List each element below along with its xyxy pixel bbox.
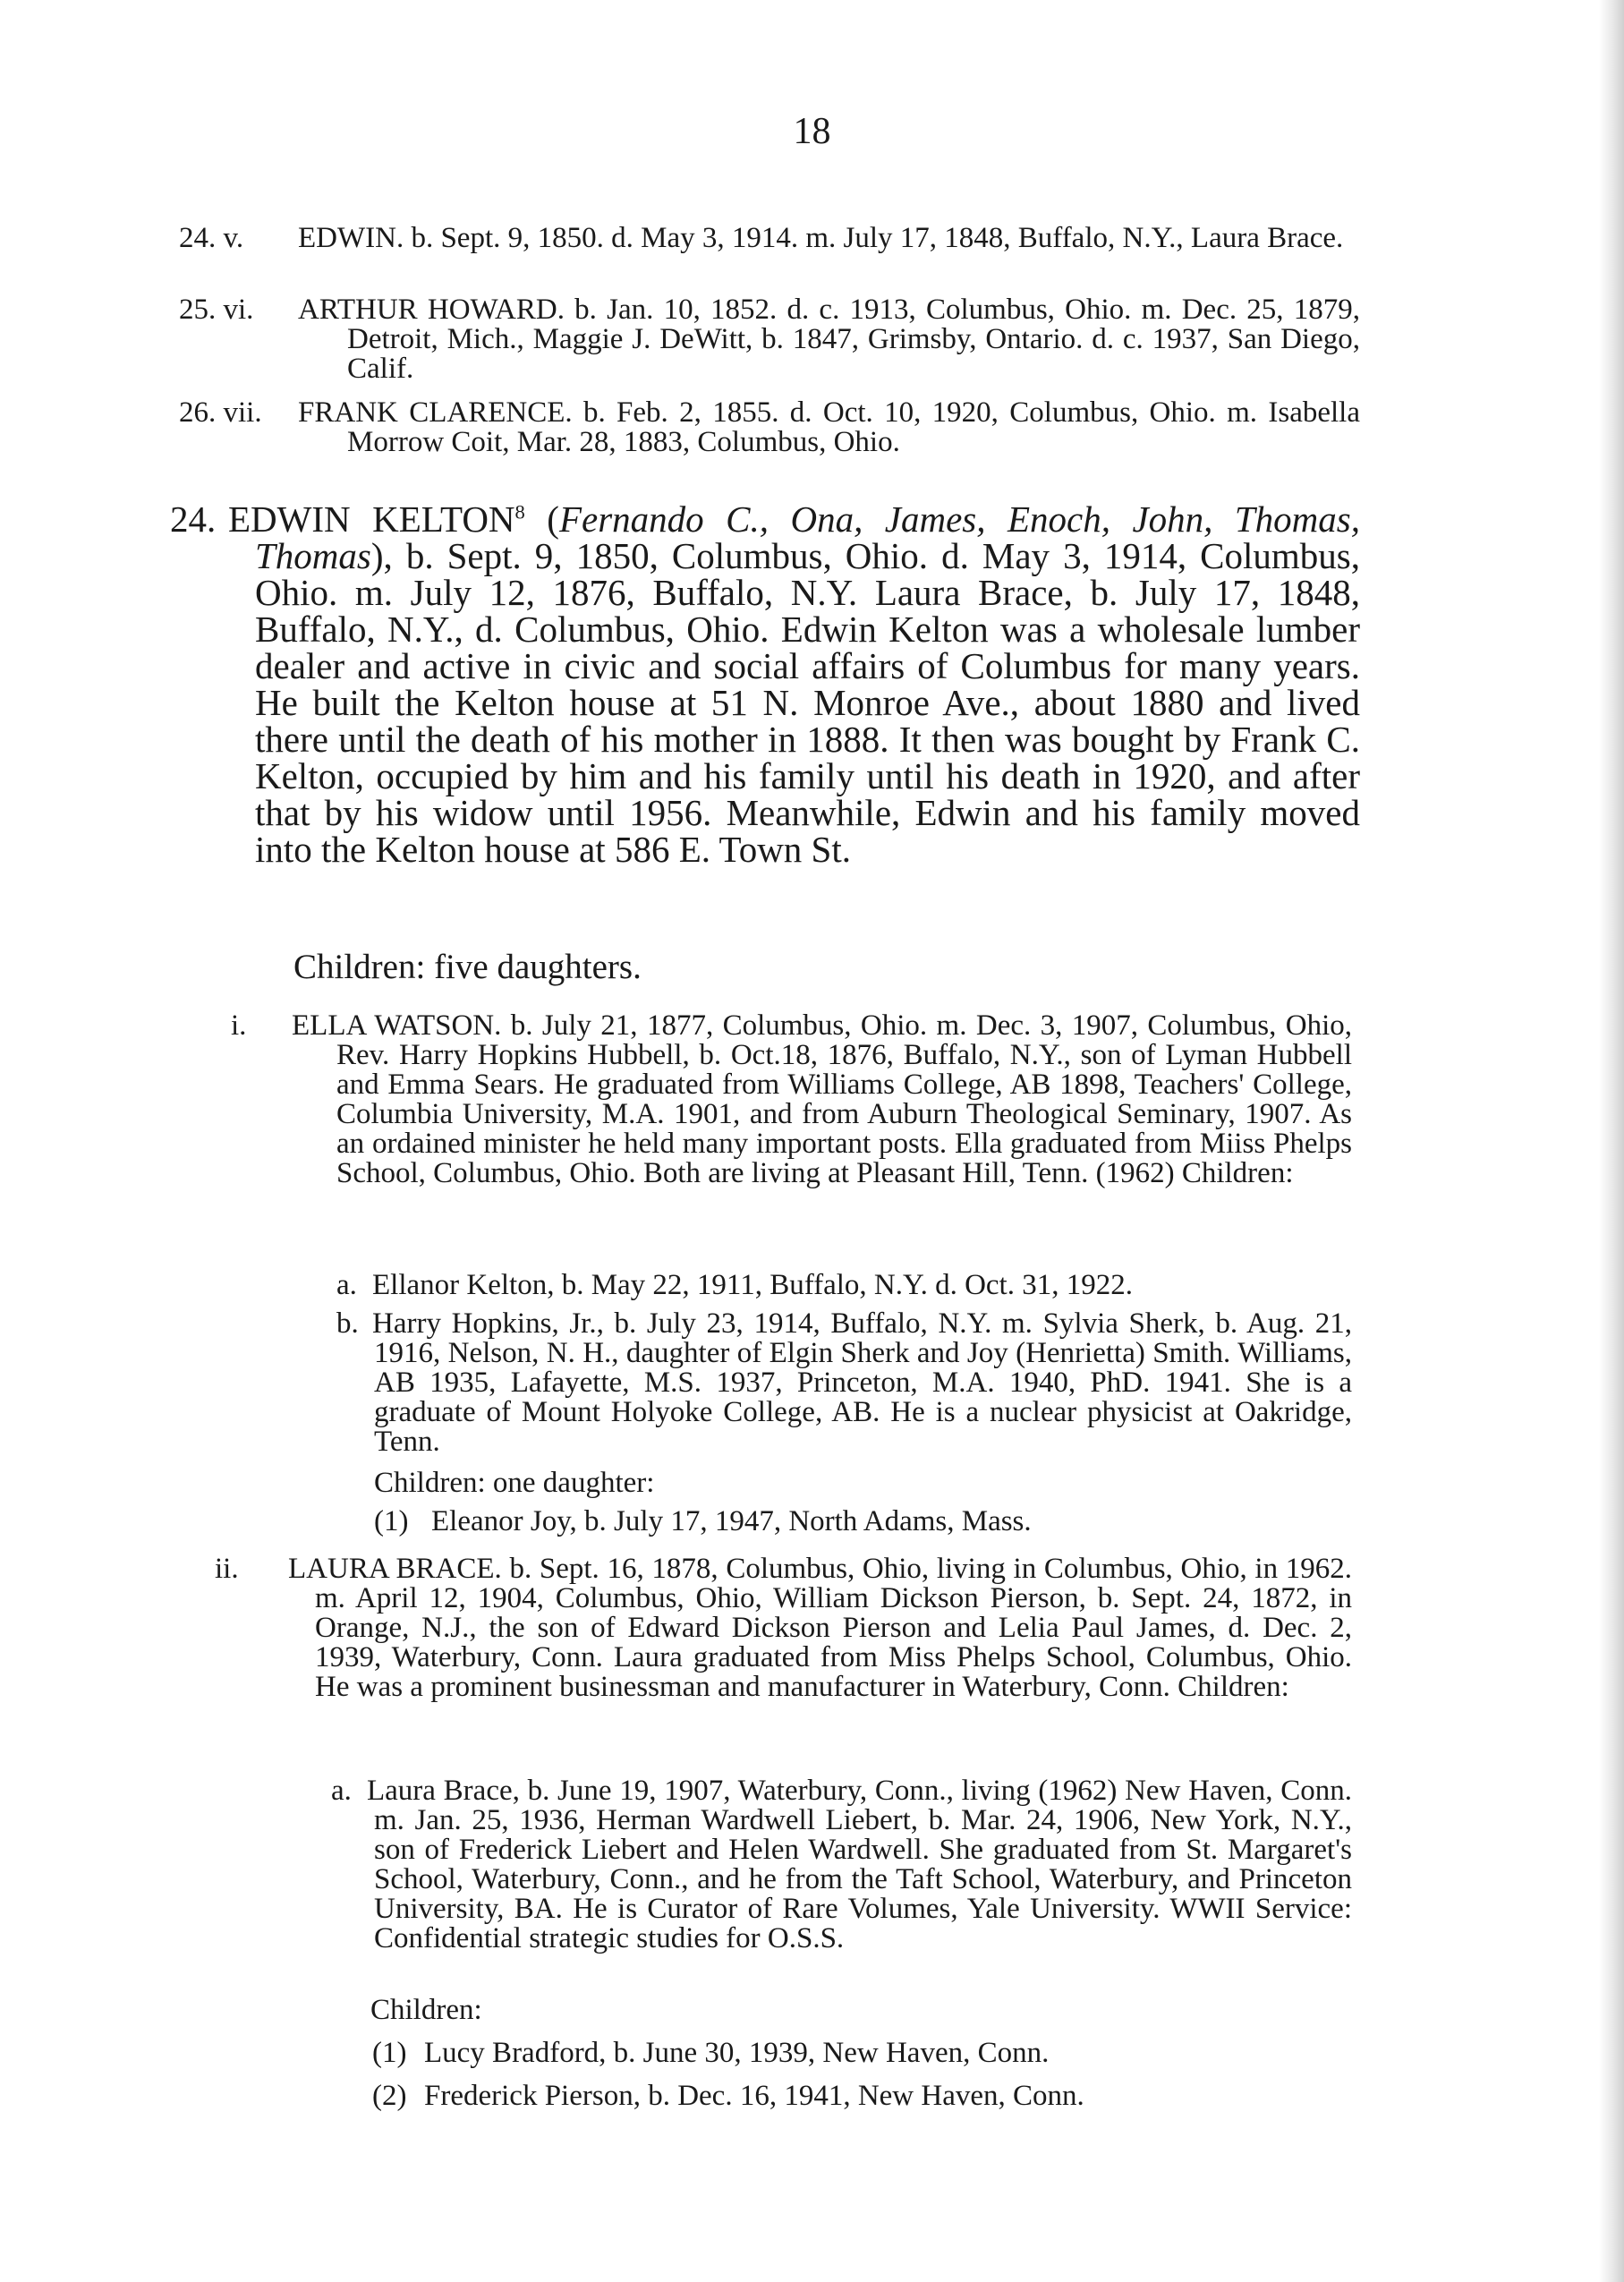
child-text: Harry Hopkins, Jr., b. July 23, 1914, Buffalo, N.Y. m. Sylvia Sherk, b. Aug. 21, 1916, Nelson, N. H., daughter of Elgin Sherk and Joy (Henrietta) Smith. Williams, AB 1935, Lafayette, M.S. 1937, Princeton, M.A. 1940, PhD. 1941. She is a graduate of Mount Holyoke College, AB. He is a nuclear physicist at Oakridge, Tenn. <box>372 1307 1352 1458</box>
grandchild-label: (2) <box>372 2080 407 2112</box>
grandchild-label: (1) <box>374 1505 409 1537</box>
entry-text: FRANK CLARENCE. b. Feb. 2, 1855. d. Oct. 10, 1920, Columbus, Ohio. m. Isabella Morrow Coit, Mar. 28, 1883, Columbus, Ohio. <box>298 396 1360 458</box>
main-entry-lineage: Fernando C., Ona, James, Enoch, John, Thomas, Thomas <box>255 498 1360 576</box>
main-entry-label: 24. <box>170 498 217 540</box>
daughter-label: i. <box>231 1009 247 1042</box>
grandchildren-heading: Children: one daughter: <box>374 1467 655 1499</box>
child-label: a. <box>331 1775 352 1807</box>
main-entry-name: EDWIN KELTON <box>228 498 515 540</box>
page-edge-shadow <box>1599 0 1624 2282</box>
grandchild-text: Lucy Bradford, b. June 30, 1939, New Haven, Conn. <box>424 2037 1050 2069</box>
grandchildren-heading: Children: <box>370 1994 482 2026</box>
daughter-label: ii. <box>215 1553 239 1585</box>
child-text: Laura Brace, b. June 19, 1907, Waterbury, Conn., living (1962) New Haven, Conn. m. Jan. 25, 1936, Herman Wardwell Liebert, b. Mar. 24, 1906, New York, N.Y., son of Frederick Liebert and Helen Wardwell. She graduated from St. Margaret's School, Waterbury, Conn., and he from the Taft School, Waterbury, and Princeton University, BA. He is Curator of Rare Volumes, Yale University. WWII Service: Confidential strategic studies for O.S.S. <box>367 1775 1352 1954</box>
daughter-text: LAURA BRACE. b. Sept. 16, 1878, Columbus, Ohio, living in Columbus, Ohio, in 1962. m. April 12, 1904, Columbus, Ohio, William Dickson Pierson, b. Sept. 24, 1872, in Orange, N.J., the son of Edward Dickson Pierson and Lelia Paul James, d. Dec. 2, 1939, Waterbury, Conn. Laura graduated from Miss Phelps School, Columbus, Ohio. He was a prominent businessman and manufacturer in Waterbury, Conn. Children: <box>288 1553 1352 1703</box>
child-label: a. <box>336 1269 357 1301</box>
main-entry-body: EDWIN KELTON$^8$ (Fernando C., Ona, James, Enoch, John, Thomas, Thomas), b. Sept. 9, 1850, Columbus, Ohio. d. May 3, 1914, Columbus, Ohio. m. July 12, 1876, Buffalo, N.Y. Laura Brace, b. July 17, 1848, Buffalo, N.Y., d. Columbus, Ohio. Edwin Kelton was a wholesale lumber dealer and active in civic and social affairs of Columbus for many years. He built the Kelton house at 51 N. Monroe Ave., about 1880 and lived there until the death of his mother in 1888. It then was bought by Frank C. Kelton, occupied by him and his family until his death in 1920, and after that by his widow until 1956. Meanwhile, Edwin and his family moved into the Kelton house at 586 E. Town St. <box>228 498 1360 870</box>
main-entry-text: b. Sept. 9, 1850, Columbus, Ohio. d. May 3, 1914, Columbus, Ohio. m. July 12, 1876, Buffalo, N.Y. Laura Brace, b. July 17, 1848, Buffalo, N.Y., d. Columbus, Ohio. Edwin Kelton was a wholesale lumber dealer and active in civic and social affairs of Columbus for many years. He built the Kelton house at 51 N. Monroe Ave., about 1880 and lived there until the death of his mother in 1888. It then was bought by Frank C. Kelton, occupied by him and his family until his death in 1920, and after that by his widow until 1956. Meanwhile, Edwin and his family moved into the Kelton house at 586 E. Town St. <box>255 535 1360 870</box>
entry-text: ARTHUR HOWARD. b. Jan. 10, 1852. d. c. 1913, Columbus, Ohio. m. Dec. 25, 1879, Detroit, Mich., Maggie J. DeWitt, b. 1847, Grimsby, Ontario. d. c. 1937, San Diego, Calif. <box>298 294 1360 385</box>
child-label: b. <box>336 1307 359 1340</box>
page-number: 18 <box>793 111 831 152</box>
entry-label: 25. vi. <box>179 294 254 326</box>
daughter-text: ELLA WATSON. b. July 21, 1877, Columbus, Ohio. m. Dec. 3, 1907, Columbus, Ohio, Rev. Harry Hopkins Hubbell, b. Oct.18, 1876, Buffalo, N.Y., son of Lyman Hubbell and Emma Sears. He graduated from Williams College, AB 1898, Teachers' College, Columbia University, M.A. 1901, and from Auburn Theological Seminary, 1907. As an ordained minister he held many important posts. Ella graduated from Miiss Phelps School, Columbus, Ohio. Both are living at Pleasant Hill, Tenn. (1962) Children: <box>292 1009 1352 1189</box>
children-heading: Children: five daughters. <box>293 948 642 986</box>
entry-label: 26. vii. <box>179 396 262 429</box>
grandchild-text: Eleanor Joy, b. July 17, 1947, North Adams, Mass. <box>431 1505 1032 1537</box>
grandchild-text: Frederick Pierson, b. Dec. 16, 1941, New Haven, Conn. <box>424 2080 1084 2112</box>
grandchild-label: (1) <box>372 2037 407 2069</box>
child-text: Ellanor Kelton, b. May 22, 1911, Buffalo, N.Y. d. Oct. 31, 1922. <box>372 1269 1133 1301</box>
entry-text: EDWIN. b. Sept. 9, 1850. d. May 3, 1914. m. July 17, 1848, Buffalo, N.Y., Laura Brace. <box>298 222 1344 254</box>
entry-label: 24. v. <box>179 222 244 254</box>
